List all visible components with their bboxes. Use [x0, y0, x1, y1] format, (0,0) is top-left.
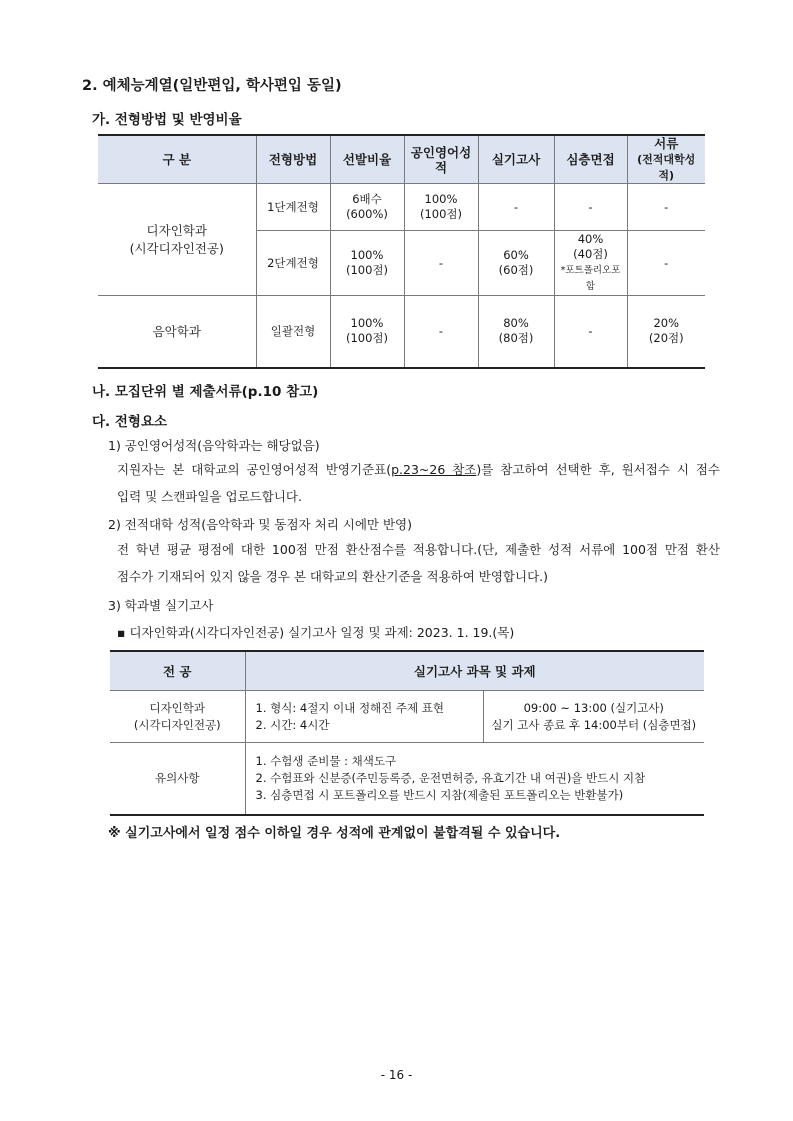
ratio-cell: 6배수 (600%) — [330, 184, 404, 231]
item1-title: 1) 공인영어성적(음악학과는 해당없음) — [108, 438, 320, 453]
documents-cell: 20% (20점) — [627, 296, 705, 368]
header-category: 구 분 — [98, 135, 256, 184]
method-cell: 1단계전형 — [256, 184, 330, 231]
method-cell: 2단계전형 — [256, 231, 330, 296]
subsection-c-title: 다. 전형요소 — [92, 414, 168, 430]
exam-table — [110, 650, 704, 816]
header-practical: 실기고사 — [478, 135, 554, 184]
exam-dept: 디자인학과 (시각디자인전공) — [110, 691, 245, 743]
documents-cell: - — [627, 231, 705, 296]
table-row — [110, 743, 704, 815]
section-title: 2. 예체능계열(일반편입, 학사편입 동일) — [82, 78, 342, 94]
notes-label: 유의사항 — [110, 743, 245, 815]
ratio-cell: 100% (100점) — [330, 231, 404, 296]
page-number: - 16 - — [380, 1068, 413, 1082]
table-row — [110, 691, 704, 743]
practical-cell: 60% (60점) — [478, 231, 554, 296]
header-major: 전 공 — [110, 651, 245, 691]
exam-schedule-bullet: ▪ 디자인학과(시각디자인전공) 실기고사 일정 및 과제: 2023. 1. 19.(목) — [117, 625, 515, 640]
item1-line2: 입력 및 스캔파일을 업로드합니다. — [117, 489, 302, 504]
interview-cell: - — [554, 296, 627, 368]
item1-line1: 지원자는 본 대학교의 공인영어성적 반영기준표(p.23~26 참조)를 참고하여 선택한 후, 원서접수 시 점수 — [117, 462, 720, 477]
item2-line1: 전 학년 평균 평점에 대한 100점 만점 환산점수를 적용합니다.(단, 제출한 성적 서류에 100점 만점 환산 — [117, 542, 720, 557]
exam-task: 1. 형식: 4절지 이내 정해진 주제 표현 2. 시간: 4시간 — [245, 691, 483, 743]
header-method: 전형방법 — [256, 135, 330, 184]
item3-title: 3) 학과별 실기고사 — [108, 598, 214, 613]
notes-list: 1. 수험생 준비물 : 채색도구 2. 수험표와 신분증(주민등록증, 운전면허증, 유효기간 내 여권)을 반드시 지참 3. 심층면접 시 포트폴리오를 반드시 지참(제출된 포트폴리오는 반환불가) — [245, 743, 704, 815]
practical-cell: - — [478, 184, 554, 231]
header-documents: 서류 (전적대학성적) — [627, 135, 705, 184]
header-exam-subject: 실기고사 과목 및 과제 — [245, 651, 704, 691]
english-cell: 100% (100점) — [404, 184, 478, 231]
subsection-b-title: 나. 모집단위 별 제출서류(p.10 참고) — [92, 384, 319, 400]
interview-cell: - — [554, 184, 627, 231]
item2-line2: 점수가 기재되어 있지 않을 경우 본 대학교의 환산기준을 적용하여 반영합니다.) — [117, 569, 549, 584]
english-cell: - — [404, 231, 478, 296]
practical-cell: 80% (80점) — [478, 296, 554, 368]
dept-design: 디자인학과 (시각디자인전공) — [98, 184, 256, 296]
header-english: 공인영어성적 — [404, 135, 478, 184]
table-row — [98, 184, 705, 231]
item2-title: 2) 전적대학 성적(음악학과 및 동점자 처리 시에만 반영) — [108, 517, 412, 532]
footnote: ※ 실기고사에서 일정 점수 이하일 경우 성적에 관계없이 불합격될 수 있습니다. — [108, 826, 561, 841]
table-row — [98, 296, 705, 368]
ratio-cell: 100% (100점) — [330, 296, 404, 368]
dept-music: 음악학과 — [98, 296, 256, 368]
method-cell: 일괄전형 — [256, 296, 330, 368]
subsection-a-title: 가. 전형방법 및 반영비율 — [92, 112, 242, 128]
selection-ratio-table — [98, 134, 705, 369]
header-interview: 심층면접 — [554, 135, 627, 184]
exam-header-row — [110, 651, 704, 691]
exam-schedule: 09:00 ~ 13:00 (실기고사) 실기 고사 종료 후 14:00부터 (심층면접) — [483, 691, 704, 743]
table-header-row — [98, 135, 705, 184]
documents-cell: - — [627, 184, 705, 231]
page-reference: p.23~26 참조 — [391, 462, 477, 477]
header-ratio: 선발비율 — [330, 135, 404, 184]
english-cell: - — [404, 296, 478, 368]
interview-cell: 40% (40점) *포트폴리오포함 — [554, 231, 627, 296]
